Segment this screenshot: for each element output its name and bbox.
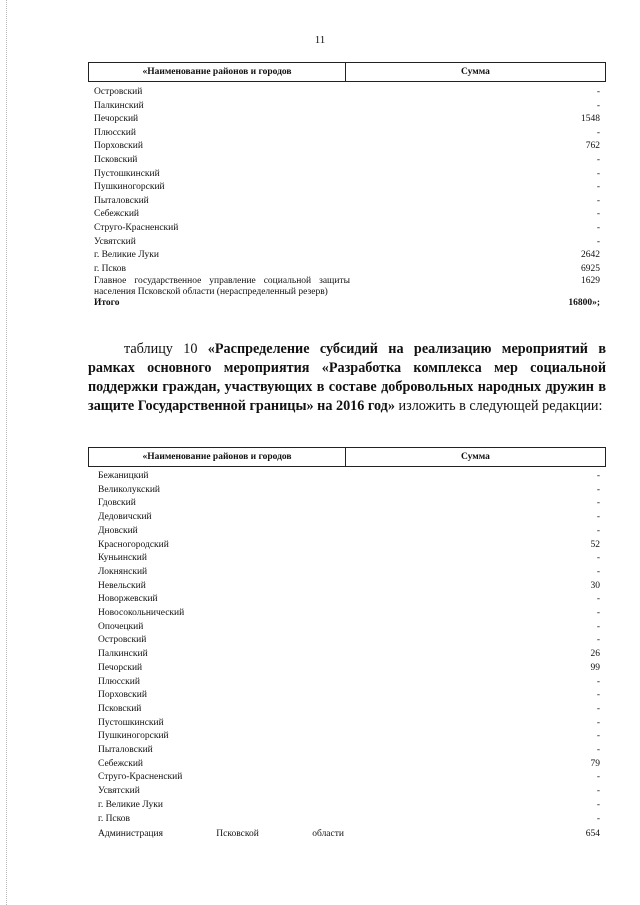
row-name: Пушкиногорский [94, 182, 165, 193]
row-sum: - [596, 498, 600, 509]
row-sum: - [596, 594, 600, 605]
row-name: Гдовский [98, 498, 136, 509]
row-name: Струго-Красненский [94, 222, 179, 233]
table-row [88, 799, 606, 813]
row-name: г. Псков [94, 263, 127, 274]
row-sum: - [596, 209, 600, 220]
table-row [88, 648, 606, 662]
row-sum: - [596, 745, 600, 756]
table-2-header [88, 447, 606, 467]
table-row [88, 168, 606, 182]
row-name: Невельский [98, 580, 146, 591]
row-name: г. Великие Луки [98, 799, 163, 810]
row-sum: - [596, 222, 600, 233]
row-sum: - [596, 799, 600, 810]
row-name: Псковский [94, 154, 138, 165]
table-1-header-name: «Наименование районов и городов [89, 63, 346, 81]
row-sum: - [596, 100, 600, 111]
table-row [88, 758, 606, 772]
row-name: г. Великие Луки [94, 250, 159, 261]
row-name: Усвятский [94, 236, 136, 247]
row-sum: 762 [585, 141, 600, 152]
table-row [88, 593, 606, 607]
row-name: Печорский [98, 662, 143, 673]
row-name: Пустошкинский [98, 717, 164, 728]
row-sum: - [596, 621, 600, 632]
row-name: Пустошкинский [94, 168, 160, 179]
row-name: Новосокольнический [98, 608, 185, 619]
row-name: Главное государственное управление социальной защиты населения Псковской области (нераспределенный резерв) [94, 276, 350, 297]
row-name: Пыталовский [98, 745, 153, 756]
row-name: Палкинский [94, 100, 144, 111]
table-row [88, 621, 606, 635]
row-sum: - [596, 676, 600, 687]
row-name: г. Псков [98, 813, 131, 824]
table-1-header-sum: Сумма [461, 67, 490, 77]
table-1-header [88, 62, 606, 82]
table-row [88, 539, 606, 553]
table-total-row [88, 297, 606, 311]
table-row [88, 676, 606, 690]
table-row [88, 730, 606, 744]
table-row [88, 689, 606, 703]
name-word: области [312, 829, 344, 840]
row-name: Красногородский [98, 539, 169, 550]
row-sum: - [596, 87, 600, 97]
row-sum: - [596, 553, 600, 564]
table-row [88, 181, 606, 195]
table-row [88, 249, 606, 263]
row-sum: - [596, 786, 600, 797]
table-2 [88, 447, 606, 842]
row-name: Новоржевский [98, 594, 158, 605]
table-row [88, 484, 606, 498]
row-name: Себежский [98, 758, 143, 769]
table-row [88, 771, 606, 785]
row-sum: - [596, 566, 600, 577]
row-name: Бежаницкий [98, 471, 149, 481]
table-row [88, 607, 606, 621]
paragraph-table-title: «Распределение субсидий на реализацию мероприятий в рамках основного мероприятия «Разработка комплекса мер социальной поддержки граждан, участвующих в составе добровольных народных дружин в защите Государственной границы» на 2016 год» [88, 341, 606, 414]
row-sum: - [596, 182, 600, 193]
table-row [88, 634, 606, 648]
table-row [88, 552, 606, 566]
table-row [88, 263, 606, 277]
row-sum: - [596, 195, 600, 206]
row-sum: - [596, 703, 600, 714]
row-name: Великолукский [98, 484, 161, 495]
row-sum: - [596, 731, 600, 742]
table-row [88, 100, 606, 114]
table-row [88, 497, 606, 511]
table-row [88, 785, 606, 799]
row-sum: - [596, 236, 600, 247]
row-name: Пушкиногорский [98, 731, 169, 742]
table-row [88, 127, 606, 141]
table-2-header-name: «Наименование районов и городов [89, 448, 346, 466]
name-word: Псковской [216, 829, 259, 840]
paragraph-intro: таблицу 10 [124, 341, 208, 357]
table-row [88, 511, 606, 525]
table-row [88, 113, 606, 127]
table-row [88, 86, 606, 100]
table-row [88, 276, 606, 297]
row-sum: - [596, 127, 600, 138]
row-name: Палкинский [98, 649, 148, 660]
row-name: Дедовичский [98, 512, 152, 523]
row-sum: - [596, 512, 600, 523]
row-sum: 6925 [581, 263, 600, 274]
row-name: Дновский [98, 525, 138, 536]
amendment-paragraph [88, 340, 606, 416]
row-sum: - [596, 690, 600, 701]
row-sum: - [596, 608, 600, 619]
table-row [88, 703, 606, 717]
row-sum: - [596, 717, 600, 728]
row-name: Печорский [94, 114, 139, 125]
table-row [88, 236, 606, 250]
row-sum: 654 [585, 829, 600, 840]
total-sum: 16800»; [568, 298, 600, 309]
row-name [88, 828, 354, 842]
total-label: Итого [94, 298, 120, 309]
table-1 [88, 62, 606, 311]
row-sum: 1548 [581, 114, 600, 125]
row-name: Плюсский [94, 127, 136, 138]
row-sum: - [596, 813, 600, 824]
row-sum: 30 [590, 580, 600, 591]
scan-margin-line [6, 0, 8, 905]
table-row [88, 525, 606, 539]
table-row [88, 154, 606, 168]
row-name: Себежский [94, 209, 139, 220]
row-name: Локнянский [98, 566, 148, 577]
table-row [88, 662, 606, 676]
row-sum: - [596, 525, 600, 536]
row-sum: 2642 [581, 250, 600, 261]
table-row [88, 140, 606, 154]
table-row [88, 717, 606, 731]
row-name: Куньинский [98, 553, 147, 564]
row-sum: - [596, 154, 600, 165]
row-sum: - [596, 635, 600, 646]
row-name: Псковский [98, 703, 142, 714]
row-name: Порховский [98, 690, 147, 701]
table-row [88, 813, 606, 827]
row-name: Порховский [94, 141, 143, 152]
row-name: Плюсский [98, 676, 140, 687]
name-word: Администрация [98, 829, 163, 840]
row-name: Опочецкий [98, 621, 144, 632]
table-row [88, 470, 606, 484]
paragraph-outro: изложить в следующей редакции: [394, 398, 603, 414]
table-2-header-sum: Сумма [461, 452, 490, 462]
row-sum: - [596, 484, 600, 495]
administration-name [98, 828, 344, 842]
row-sum: 79 [590, 758, 600, 769]
row-sum: 52 [590, 539, 600, 550]
row-sum: - [596, 168, 600, 179]
row-sum: - [596, 772, 600, 783]
table-row [88, 580, 606, 594]
row-name: Струго-Красненский [98, 772, 183, 783]
table-row [88, 828, 606, 842]
table-row [88, 744, 606, 758]
table-row [88, 566, 606, 580]
table-row [88, 208, 606, 222]
page-number: 11 [314, 34, 326, 46]
row-sum: 99 [590, 662, 600, 673]
row-sum: 26 [590, 649, 600, 660]
row-name: Усвятский [98, 786, 140, 797]
row-name: Островский [94, 87, 143, 97]
row-name: Островский [98, 635, 147, 646]
row-name: Пыталовский [94, 195, 149, 206]
table-row [88, 222, 606, 236]
row-sum: 1629 [581, 276, 600, 287]
table-row [88, 195, 606, 209]
row-sum: - [596, 471, 600, 481]
